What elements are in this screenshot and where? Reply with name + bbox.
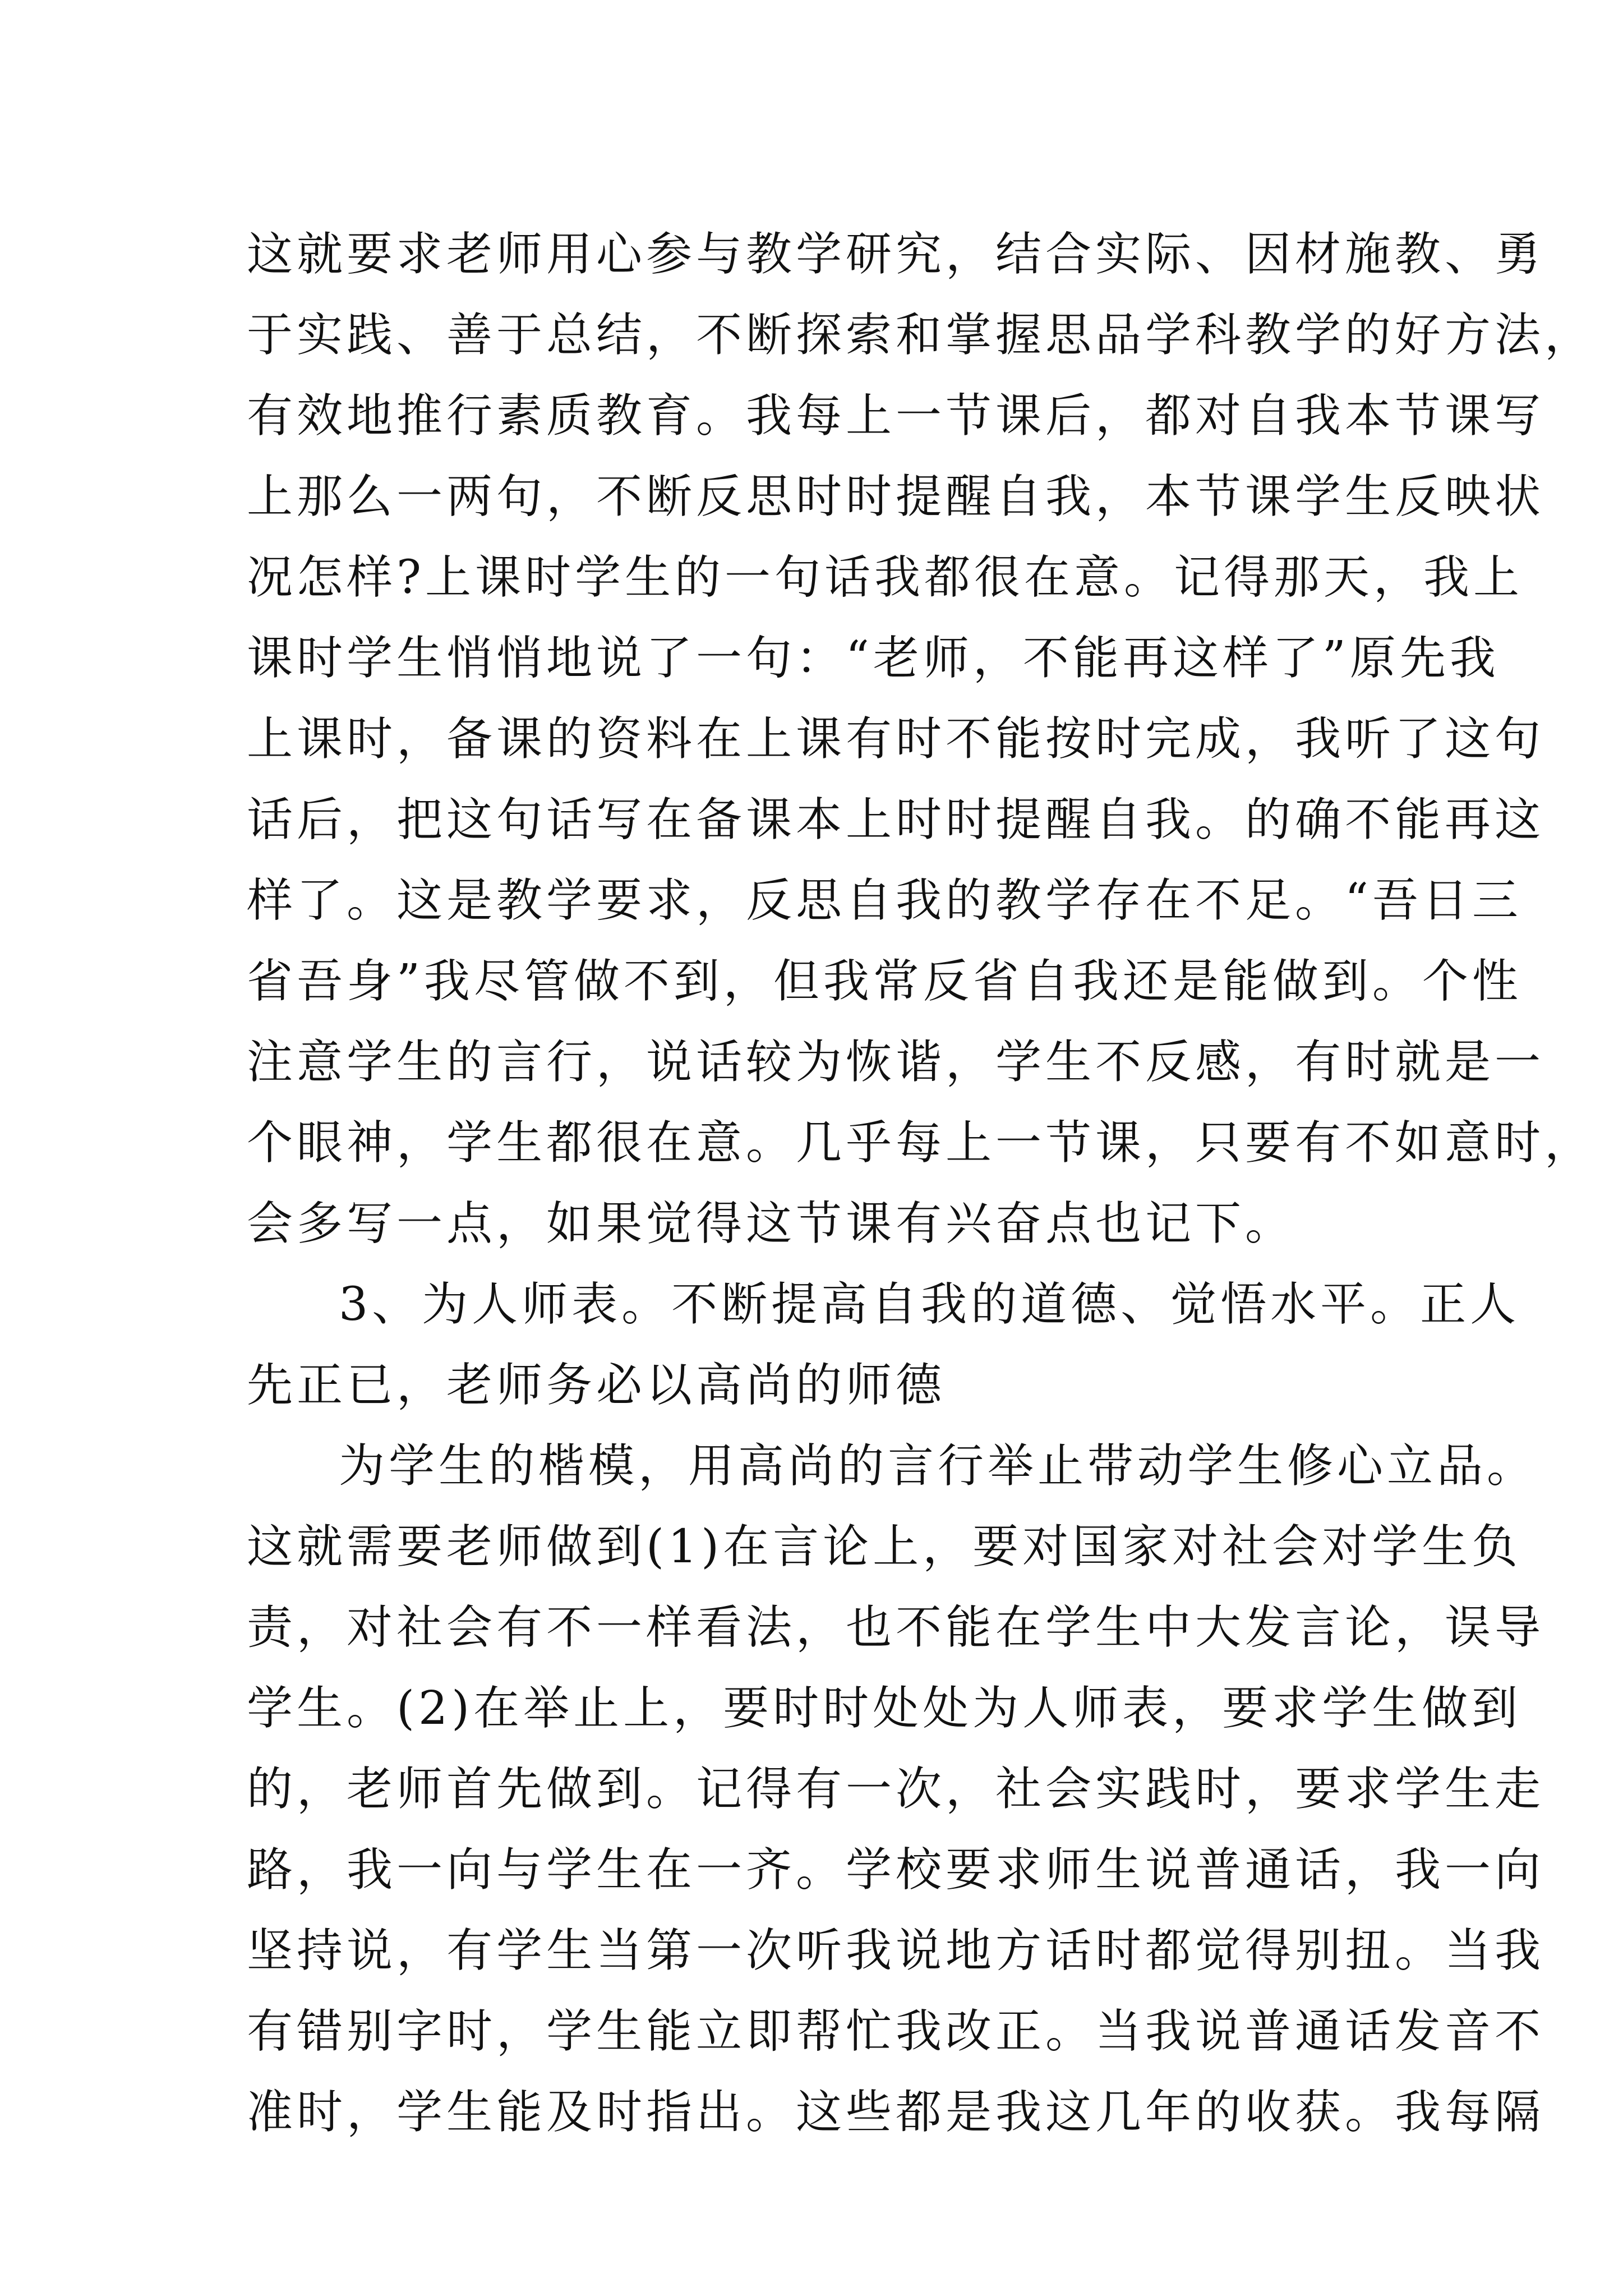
- text-line: 责，对社会有不一样看法，也不能在学生中大发言论，误导: [247, 1601, 1545, 1654]
- text-line: 话后，把这句话写在备课本上时时提醒自我。的确不能再这: [247, 793, 1545, 846]
- text-line: 况怎样?上课时学生的一句话我都很在意。记得那天，我上: [247, 551, 1523, 604]
- text-line: 上那么一两句，不断反思时时提醒自我，本节课学生反映状: [247, 470, 1545, 523]
- text-line: 路，我一向与学生在一齐。学校要求师生说普通话，我一向: [247, 1843, 1545, 1897]
- text-line: 注意学生的言行，说话较为恢谐，学生不反感，有时就是一: [247, 1036, 1545, 1089]
- text-line: 的，老师首先做到。记得有一次，社会实践时，要求学生走: [247, 1763, 1545, 1816]
- text-line: 上课时，备课的资料在上课有时不能按时完成，我听了这句: [247, 712, 1545, 766]
- text-line: 有效地推行素质教育。我每上一节课后，都对自我本节课写: [247, 389, 1545, 443]
- body-text: [247, 214, 1595, 2153]
- text-line: 有错别字时，学生能立即帮忙我改正。当我说普通话发音不: [247, 2005, 1545, 2058]
- text-line: 个眼神，学生都很在意。几乎每上一节课，只要有不如意时，: [247, 1116, 1595, 1170]
- text-line: 学生。(2)在举止上，要时时处处为人师表，要求学生做到: [247, 1682, 1522, 1735]
- text-line: 样了。这是教学要求，反思自我的教学存在不足。“吾日三: [247, 874, 1522, 927]
- text-line: 会多写一点，如果觉得这节课有兴奋点也记下。: [247, 1197, 1295, 1250]
- text-line: 坚持说，有学生当第一次听我说地方话时都觉得别扭。当我: [247, 1924, 1545, 1977]
- text-line: 省吾身”我尽管做不到，但我常反省自我还是能做到。个性: [247, 955, 1522, 1008]
- text-line: 准时，学生能及时指出。这些都是我这几年的收获。我每隔: [247, 2086, 1545, 2139]
- section-heading-line: 3、为人师表。不断提高自我的道德、觉悟水平。正人: [339, 1278, 1520, 1331]
- text-line: 这就需要老师做到(1)在言论上，要对国家对社会对学生负: [247, 1520, 1522, 1573]
- paragraph-start-line: 为学生的楷模，用高尚的言行举止带动学生修心立品。: [339, 1439, 1537, 1493]
- text-line: 这就要求老师用心参与教学研究，结合实际、因材施教、勇: [247, 228, 1545, 281]
- text-line: 于实践、善于总结，不断探索和掌握思品学科教学的好方法，: [247, 309, 1595, 362]
- text-line: 先正已，老师务必以高尚的师德: [247, 1359, 946, 1412]
- text-line: 课时学生悄悄地说了一句：“老师，不能再这样了”原先我: [247, 632, 1500, 685]
